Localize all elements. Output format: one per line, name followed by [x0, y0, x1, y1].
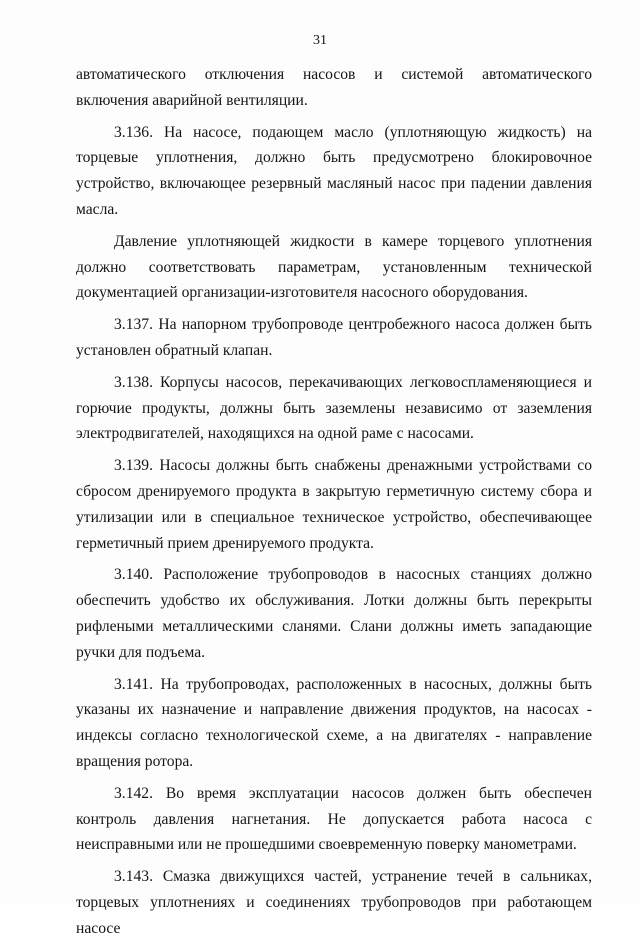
paragraph-3-136: 3.136. На насосе, подающем масло (уплотняющую жидкость) на торцевые уплотнения, должно быть предусмотрено блокировочное устройство, включающее резервный масляный насос при падении давления масла.: [76, 123, 592, 218]
paragraph-continuation: автоматического отключения насосов и системой автоматического включения аварийной вентиляции.: [76, 66, 592, 109]
page-number: 31: [313, 33, 327, 48]
paragraph-3-139: 3.139. Насосы должны быть снабжены дренажными устройствами со сбросом дренируемого продукта в закрытую герметичную систему сбора и утилизации или в специальное техническое устройство, обеспечивающее герметичный прием дренируемого продукта.: [76, 457, 592, 552]
document-body: [76, 62, 592, 948]
paragraph-3-141: 3.141. На трубопроводах, расположенных в насосных, должны быть указаны их назначение и направление движения продуктов, на насосах - индексы согласно технологической схеме, а на двигателях - направление вращения ротора.: [76, 675, 592, 770]
paragraph-3-142: 3.142. Во время эксплуатации насосов должен быть обеспечен контроль давления нагнетания. Не допускается работа насоса с неисправными или не прошедшими своевременную поверку манометрами.: [76, 784, 592, 854]
paragraph-3-138: 3.138. Корпусы насосов, перекачивающих легковоспламеняющиеся и горючие продукты, должны быть заземлены независимо от заземления электродвигателей, находящихся на одной раме с насосами.: [76, 373, 592, 443]
paragraph-3-136-pressure: Давление уплотняющей жидкости в камере торцевого уплотнения должно соответствовать параметрам, установленным технической документацией организации-изготовителя насосного оборудования.: [76, 232, 592, 302]
paragraph-3-140: 3.140. Расположение трубопроводов в насосных станциях должно обеспечить удобство их обслуживания. Лотки должны быть перекрыты рифлеными металлическими сланями. Слани должны иметь западающие ручки для подъема.: [76, 566, 592, 661]
paragraph-3-143: 3.143. Смазка движущихся частей, устранение течей в сальниках, торцевых уплотнениях и соединениях трубопроводов при работающем насосе: [76, 868, 592, 937]
paragraph-3-137: 3.137. На напорном трубопроводе центробежного насоса должен быть установлен обратный клапан.: [76, 316, 592, 359]
